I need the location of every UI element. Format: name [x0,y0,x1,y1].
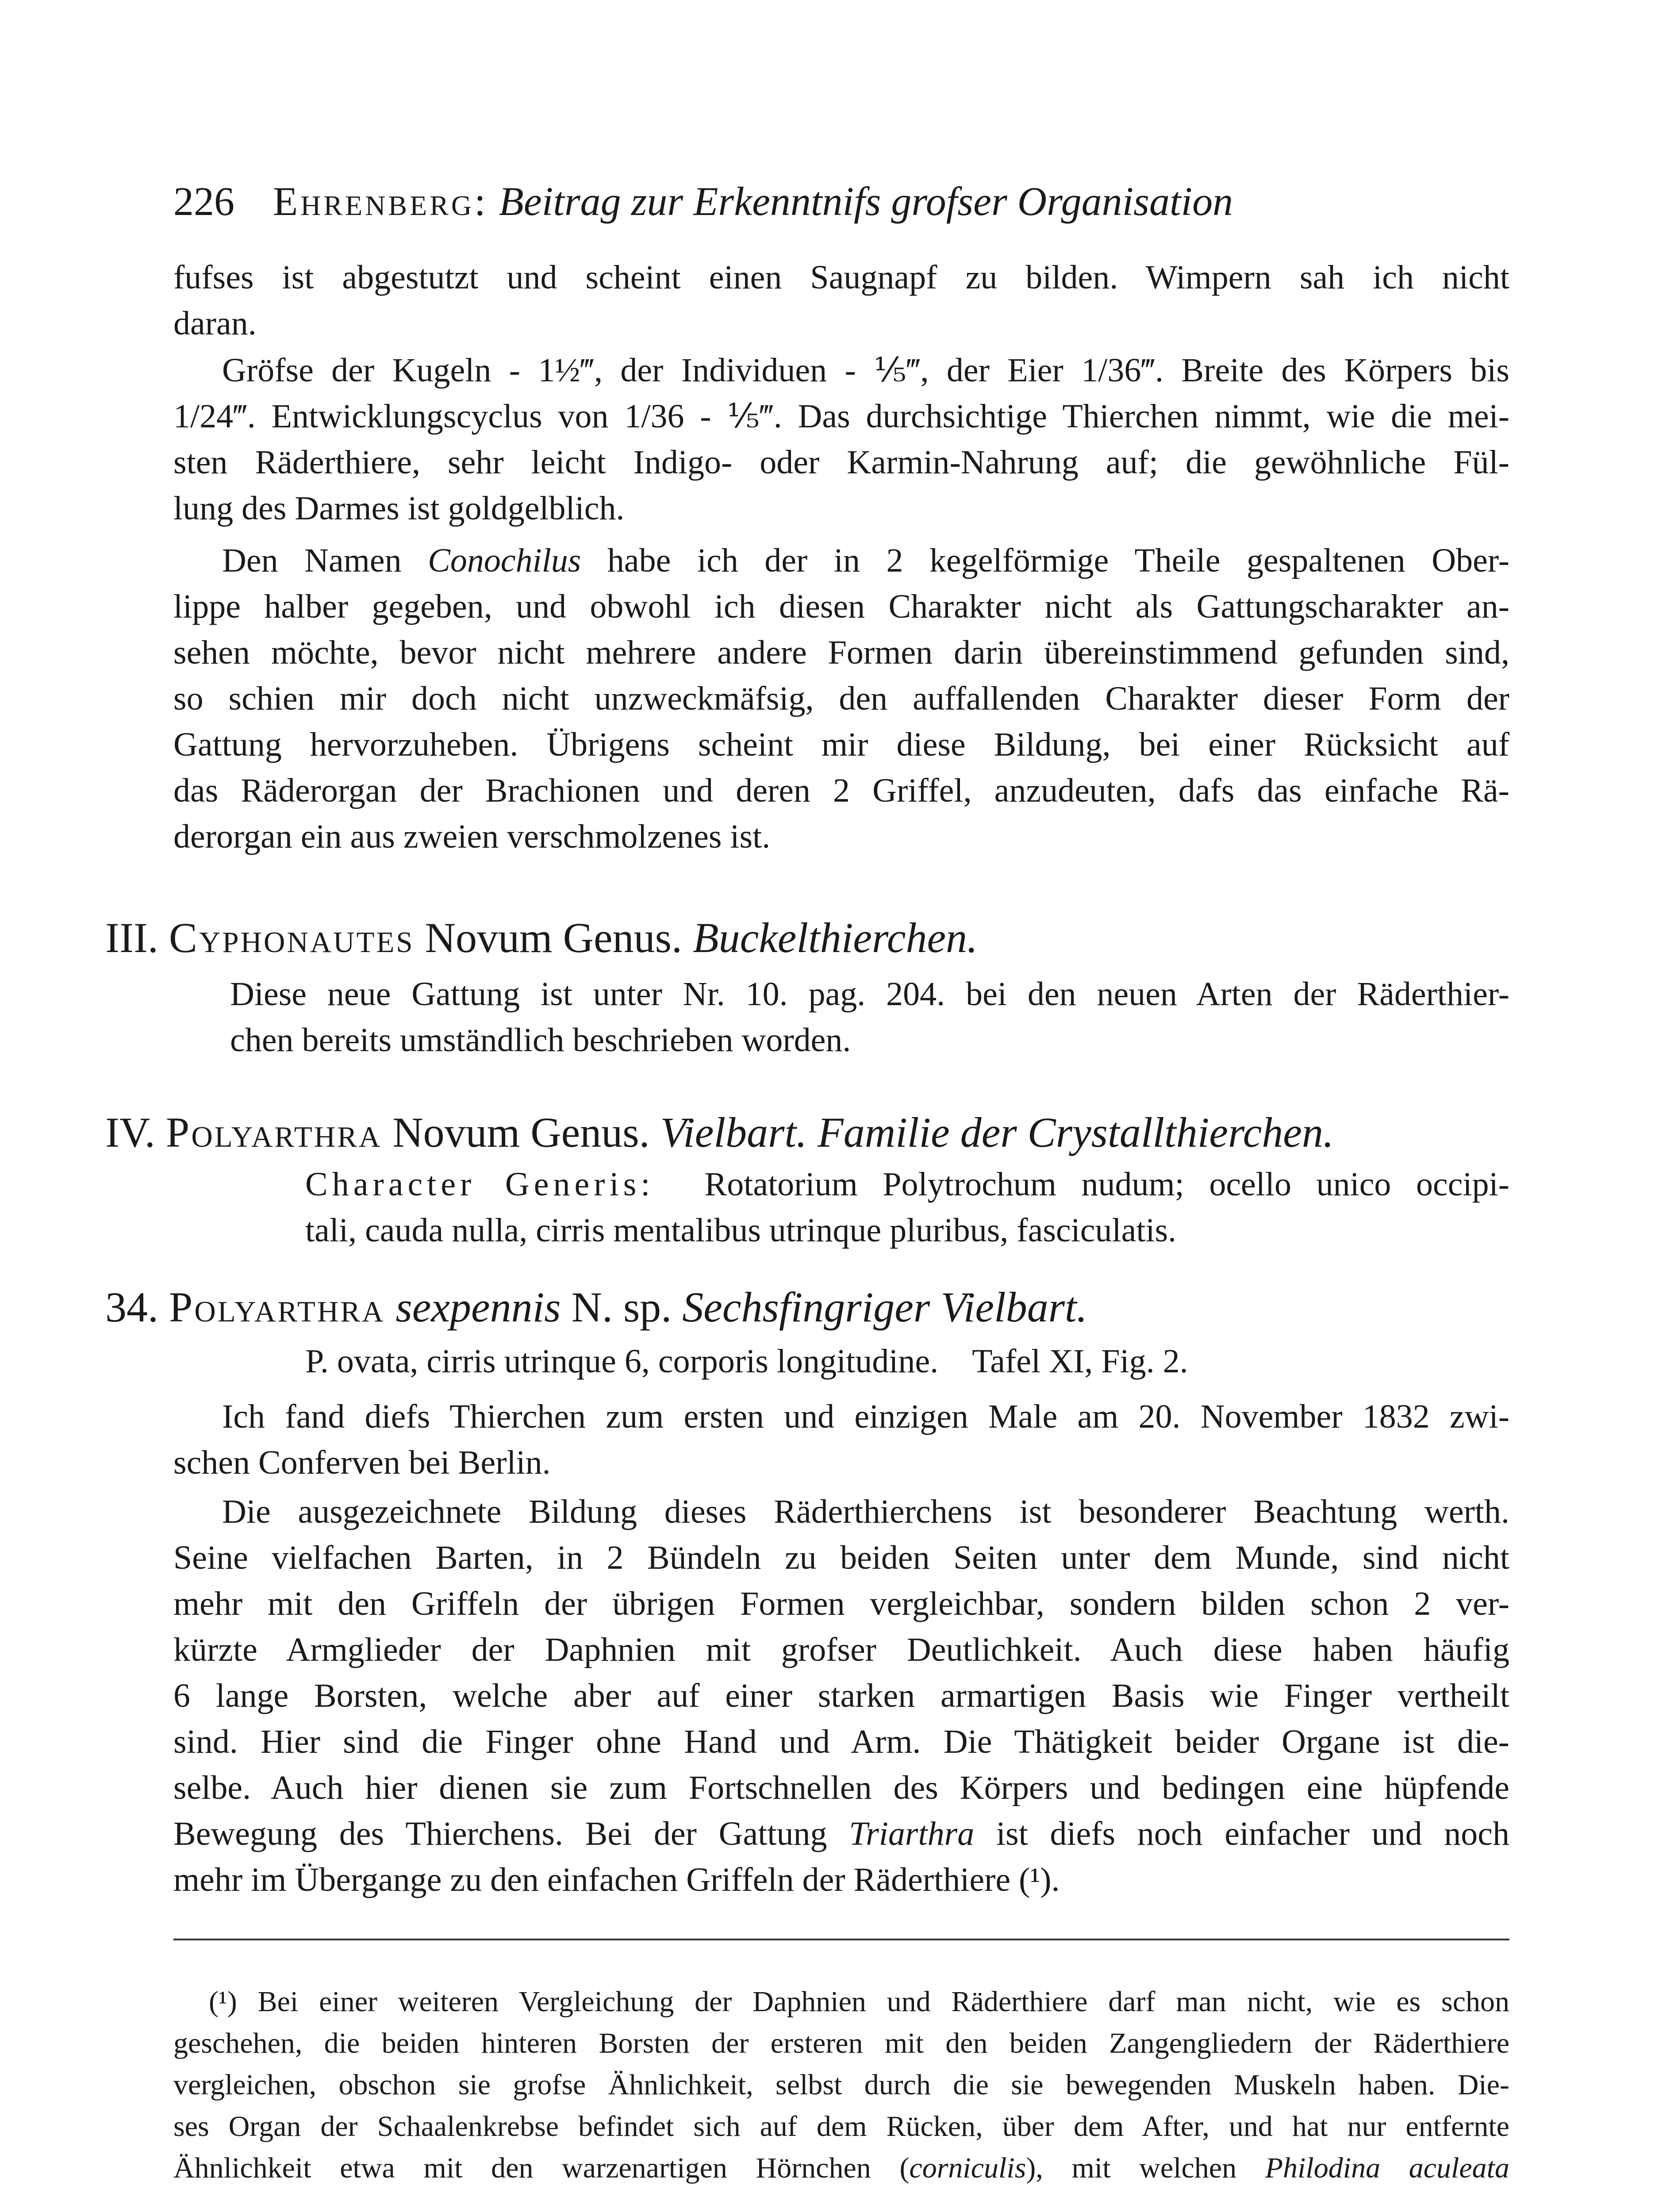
char-text: Rotatorium Polytrochum nudum; ocello unico occipi- [704,1166,1509,1203]
text-line: lung des Darmes ist goldgelblich. [173,490,625,527]
genus-name: Polyarthra [169,1283,385,1331]
text-line: Die ausgezeichnete Bildung dieses Räderthierchens ist besonderer Beachtung werth. [222,1493,1509,1530]
text-line: lippe halber gegeben, und obwohl ich diesen Charakter nicht als Gattungscharakter an- [173,588,1509,625]
text-line: 6 lange Borsten, welche aber auf einer starken armartigen Basis wie Finger vertheilt [173,1677,1509,1714]
text-line: schen Conferven bei Berlin. [173,1444,551,1481]
footnote-line: ses Organ der Schaalenkrebse befindet sich auf dem Rücken, über dem After, und hat nur entfernte [173,2110,1509,2143]
text-line: derorgan ein aus zweien verschmolzenes ist. [173,818,771,855]
text-line: fufses ist abgestutzt und scheint einen Saugnapf zu bilden. Wimpern sah ich nicht [173,259,1509,296]
paragraph-continuation [173,254,1509,346]
section-heading-iv [105,1106,1334,1159]
species-epithet: sexpennis [395,1283,561,1331]
paragraph-sizes [173,347,1509,531]
text-line: daran. [173,305,257,342]
footnote-line: vergleichen, obschon sie grofse Ähnlichkeit, selbst durch die sie bewegenden Muskeln haben. Die- [173,2069,1509,2101]
genus-name: Cyphonautes [169,914,415,961]
diagnosis-text: P. ovata, cirris utrinque 6, corporis longitudine. [305,1343,939,1380]
running-header [173,175,1483,228]
text-line-content: Den Namen Conochilus habe ich der in 2 kegelförmige Theile gespaltenen Ober- [222,542,1509,579]
text-line: mehr im Übergange zu den einfachen Griffeln der Räderthiere (¹). [173,1861,1060,1898]
text-line: Bewegung des Thierchens. Bei der Gattung Triarthra ist diefs noch einfacher und noch [173,1815,1509,1852]
text-line: so schien mir doch nicht unzweckmäfsig, den auffallenden Charakter dieser Form der [173,680,1509,717]
footnote-line: (¹) Bei einer weiteren Vergleichung der Daphnien und Räderthiere darf man nicht, wie es schon [209,1985,1509,2018]
section-numeral: III. [105,914,158,961]
german-name: Vielbart. [660,1109,807,1156]
footnote-line: Ähnlichkeit etwa mit den warzenartigen Hörnchen (corniculis), mit welchen Philodina aculeata [173,2152,1509,2184]
text-line: Diese neue Gattung ist unter Nr. 10. pag. 204. bei den neuen Arten der Räderthier- [230,975,1509,1013]
footnote [173,1981,1509,2189]
char-label: Character Generis: [305,1166,655,1203]
species-number: 34. [105,1283,158,1331]
section-iii-text [230,971,1509,1063]
text-line: kürzte Armglieder der Daphnien mit grofser Deutlichkeit. Auch diese haben häufig [173,1631,1509,1668]
text-line: sten Räderthiere, sehr leicht Indigo- oder Karmin-Nahrung auf; die gewöhnliche Fül- [173,444,1509,481]
text-line: 1/24‴. Entwicklungscyclus von 1/36 - ⅕‴. Das durchsichtige Thierchen nimmt, wie die mei- [173,398,1509,435]
text-line: Ich fand diefs Thierchen zum ersten und einzigen Male am 20. November 1832 zwi- [222,1398,1509,1435]
text-line [305,1161,1509,1207]
novum-genus: Novum Genus. [392,1109,650,1156]
page-number: 226 [173,179,234,224]
paragraph-name-conochilus [173,538,1509,860]
text-line: Gröfse der Kugeln - 1½‴, der Individuen - ⅕‴, der Eier 1/36‴. Breite des Körpers bis [222,352,1509,389]
text-line: Gattung hervorzuheben. Übrigens scheint mir diese Bildung, bei einer Rücksicht auf [173,726,1509,763]
novum-genus: Novum Genus. [425,914,682,961]
header-author: Ehrenberg: [273,179,488,224]
text-line: sind. Hier sind die Finger ohne Hand und Arm. Die Thätigkeit beider Organe ist die- [173,1723,1509,1760]
footnote-rule [173,1939,1509,1940]
text-line: selbe. Auch hier dienen sie zum Fortschnellen des Körpers und bedingen eine hüpfende [173,1769,1509,1806]
section-numeral: IV. [105,1109,155,1156]
section-heading-iii [105,911,978,964]
paragraph-discovery [173,1394,1509,1486]
paragraph-description [173,1489,1509,1903]
character-generis [305,1161,1509,1253]
species-diagnosis [305,1338,1509,1384]
species-heading-34 [105,1281,1087,1334]
family-name: Familie der Crystallthierchen. [818,1109,1334,1156]
footnote-line: geschehen, die beiden hinteren Borsten der ersteren mit den beiden Zangengliedern der Räderthiere [173,2027,1509,2059]
text-line: das Räderorgan der Brachionen und deren 2 Griffel, anzudeuten, dafs das einfache Rä- [173,772,1509,809]
text-line [173,538,1509,584]
german-name: Buckelthierchen. [692,914,978,961]
text-line: tali, cauda nulla, cirris mentalibus utrinque pluribus, fasciculatis. [305,1212,1177,1249]
text-line [305,1338,1509,1384]
german-name: Sechsfingriger Vielbart. [682,1283,1087,1331]
text-line: mehr mit den Griffeln der übrigen Formen vergleichbar, sondern bilden schon 2 ver- [173,1585,1509,1622]
text-line: sehen möchte, bevor nicht mehrere andere Formen darin übereinstimmend gefunden sind, [173,634,1509,671]
new-species-mark: N. sp. [571,1283,672,1331]
genus-name: Polyarthra [165,1109,382,1156]
text-line: Seine vielfachen Barten, in 2 Bündeln zu beiden Seiten unter dem Munde, sind nicht [173,1539,1509,1576]
header-title: Beitrag zur Erkenntnifs grofser Organisation [499,179,1233,224]
plate-reference: Tafel XI, Fig. 2. [972,1343,1188,1380]
text-line: chen bereits umständlich beschrieben worden. [230,1022,851,1059]
